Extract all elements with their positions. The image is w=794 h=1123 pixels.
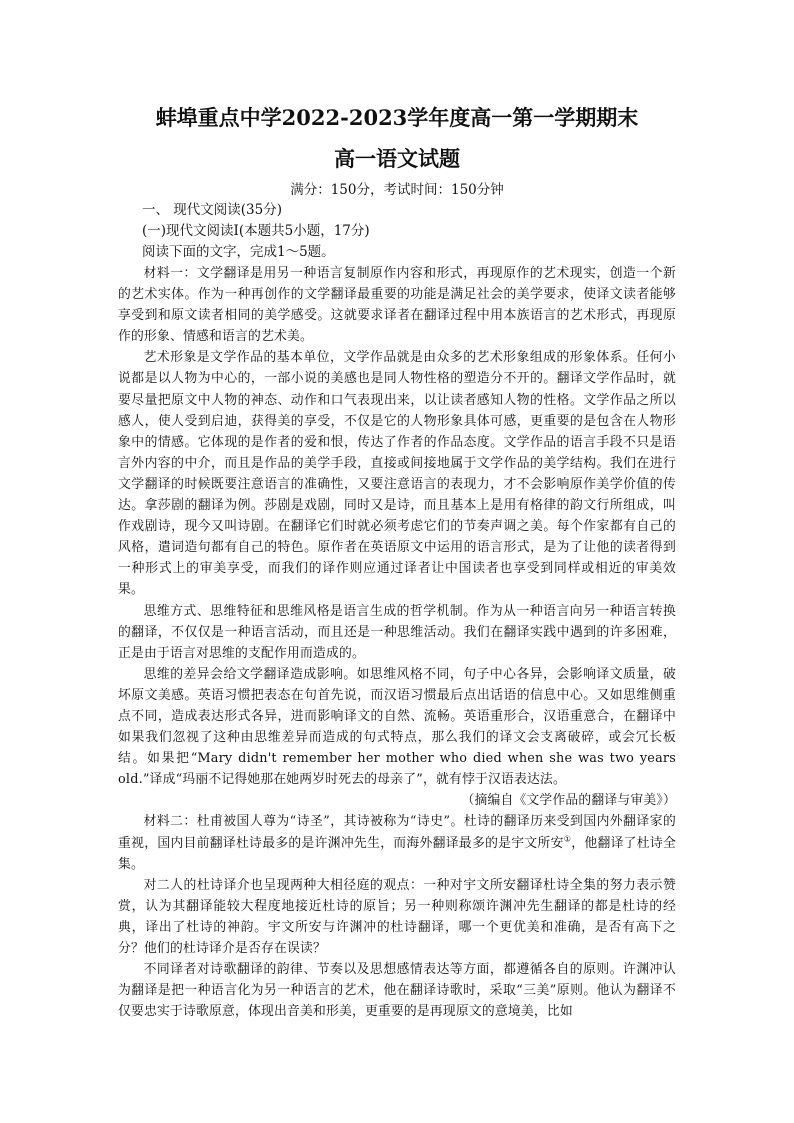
material1-paragraph-2: 艺术形象是文学作品的基本单位，文学作品就是由众多的艺术形象组成的形象体系。任何小说都是以人物为中心的，一部小说的美感也是同人物性格的塑造分不开的。翻译文学作品时，就要尽量把原文中人物的神态、动作和口气表现出来，以让读者感知人物的性格。文学作品之所以感人，使人受到启迪，获得美的享受，不仅是它的人物形象具体可感，更重要的是包含在人物形象中的情感。它体现的是作者的爱和恨，传达了作者的作品态度。文学作品的语言手段不只是语言外内容的中介，而且是作品的美学手段，直接或间接地属于文学作品的美学结构。我们在进行文学翻译的时候既要注意语言的准确性，又要注意语言的表现力，才不会影响原作美学价值的传达。拿莎剧的翻译为例。莎剧是戏剧，同时又是诗，而且基本上是用有格律的韵文行所组成，叫作戏剧诗，现今又叫诗剧。在翻译它们时就必须考虑它们的节奏声调之美。每个作家都有自己的风格，遣词造句都有自己的特色。原作者在英语原文中运用的语言形式，是为了让他的读者得到一种形式上的审美享受，而我们的译作则应通过译者让中国读者也享受到同样或相近的审美效果。 [118, 350, 676, 598]
section-heading: 一、 现代文阅读(35分) [142, 202, 283, 218]
subsection-heading: (一)现代文阅读Ⅰ(本题共5小题，17分) [142, 223, 370, 239]
reading-instruction: 阅读下面的文字，完成1～5题。 [142, 244, 335, 260]
material1-label: 材料一： [143, 266, 197, 281]
material2-paragraph-3: 不同译者对诗歌翻译的韵律、节奏以及思想感情表达等方面，都遵循各自的原则。许渊冲认为翻译是把一种语言化为另一种语言的艺术，他在翻译诗歌时，采取“三美”原则。他认为翻译不仅要忠实于诗歌原意，体现出音美和形美，更重要的是再现原文的意境美，比如 [118, 962, 676, 1020]
material2-label: 材料二： [143, 814, 197, 830]
material2-paragraph-1: 材料二：杜甫被国人尊为“诗圣”，其诗被称为“诗史”。杜诗的翻译历来受到国内外翻译家的重视，国内目前翻译杜诗最多的是许渊冲先生，而海外翻译最多的是宇文所安①，他翻译了杜诗全集。 [118, 814, 676, 872]
footnote-marker: ① [563, 834, 572, 844]
material1-source: （摘编自《文学作品的翻译与审美》） [461, 793, 676, 809]
material2-paragraph-2: 对二人的杜诗译介也呈现两种大相径庭的观点：一种对宇文所安翻译杜诗全集的努力表示赞赏，认为其翻译能较大程度地接近杜诗的原旨；另一种则称颂许渊冲先生翻译的都是杜诗的经典，译出了杜诗的神韵。宇文所安与许渊冲的杜诗翻译，哪一个更优美和准确，是否有高下之分？他们的杜诗译介是否存在误读？ [118, 877, 676, 956]
material1-paragraph-1: 材料一：文学翻译是用另一种语言复制原作内容和形式，再现原作的艺术现实，创造一个新的艺术实体。作为一种再创作的文学翻译最重要的功能是满足社会的美学要求，使译文读者能够享受到和原文读者相同的美学感受。这就要求译者在翻译过程中用本族语言的艺术形式，再现原作的形象、情感和语言的艺术美。 [118, 266, 676, 345]
exam-meta: 满分：150分，考试时间：150分钟 [290, 182, 504, 198]
exam-subtitle: 高一语文试题 [334, 146, 460, 171]
material1-paragraph-4: 思维的差异会给文学翻译造成影响。如思维风格不同，句子中心各异，会影响译文质量，破坏原文美感。英语习惯把表态在句首先说，而汉语习惯最后点出话语的信息中心。又如思维侧重点不同，造成表达形式各异，进而影响译文的自然、流畅。英语重形合，汉语重意合，在翻译中如果我们忽视了这种由思维差异而造成的句式特点，那么我们的译文会支离破碎，或会冗长板结。如果把“Mary didn't remember her mother who died when she was two years old.”译成“玛丽不记得她那在她两岁时死去的母亲了”，就有悖于汉语表达法。 [118, 666, 676, 788]
exam-title: 蚌埠重点中学2022-2023学年度高一第一学期期末 [155, 105, 639, 130]
material1-paragraph-3: 思维方式、思维特征和思维风格是语言生成的哲学机制。作为从一种语言向另一种语言转换的翻译，不仅仅是一种语言活动，而且还是一种思维活动。我们在翻译实践中遇到的许多困难，正是由于语言对思维的支配作用而造成的。 [118, 603, 676, 661]
reading-passage [118, 263, 676, 1022]
